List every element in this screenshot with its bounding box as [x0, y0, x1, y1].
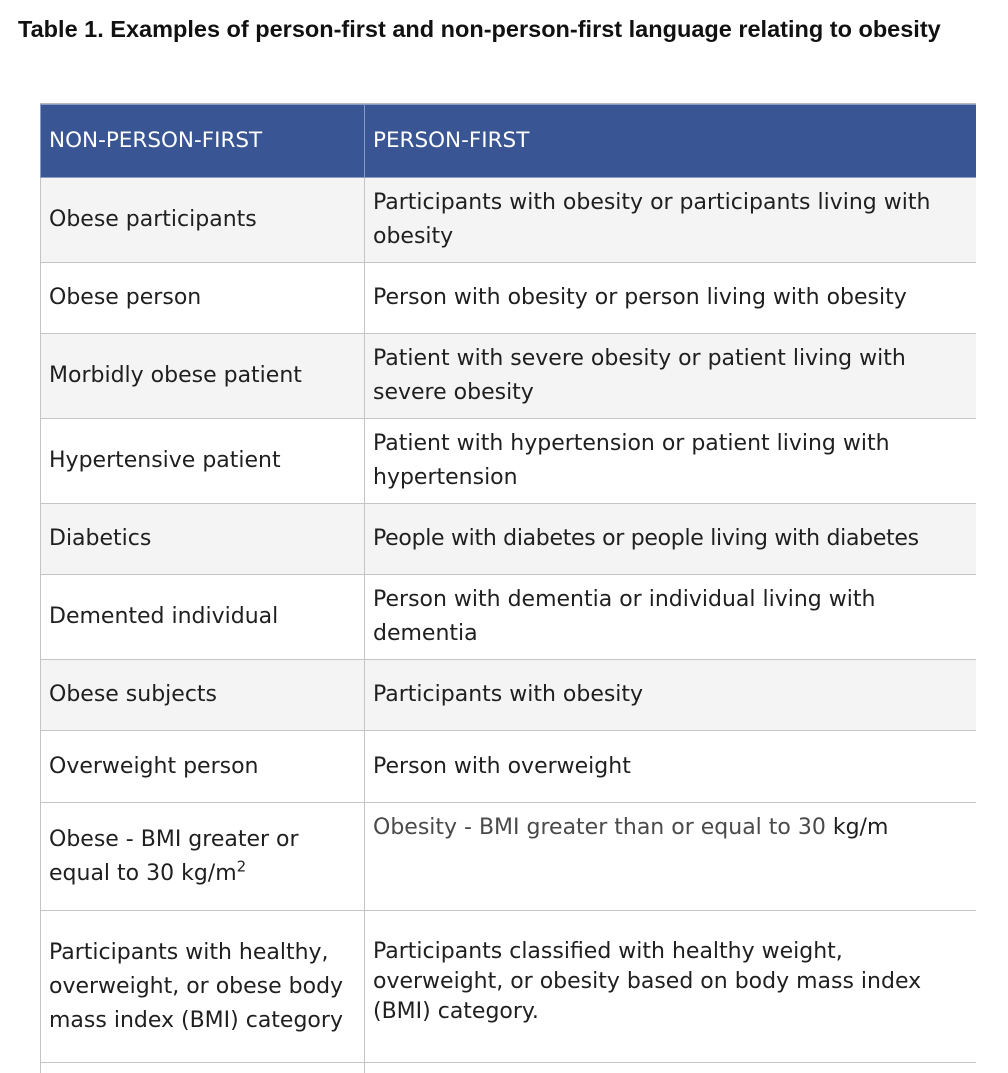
- cell-person-first: Patient with hypertension or patient living with hypertension: [365, 419, 977, 504]
- cell-non-person-first: Participants with healthy, overweight, or obese body mass index (BMI) category: [41, 911, 365, 1063]
- superscript-two: 2: [237, 857, 247, 875]
- cell-empty: [41, 1063, 365, 1073]
- cell-non-person-first: [41, 803, 365, 911]
- cell-non-person-first: Morbidly obese patient: [41, 334, 365, 419]
- table-row: [41, 504, 977, 575]
- cell-person-first: Person with overweight: [365, 731, 977, 803]
- table-row: [41, 660, 977, 731]
- header-person-first: PERSON-FIRST: [365, 105, 977, 178]
- table-row: [41, 178, 977, 263]
- cell-non-person-first: Diabetics: [41, 504, 365, 575]
- bmi-obese-text: Obese - BMI greater or equal to 30 kg/m: [49, 827, 299, 886]
- cell-empty: [365, 1063, 977, 1073]
- table-row: [41, 911, 977, 1063]
- table-header-row: [41, 105, 977, 178]
- cell-person-first: Participants with obesity or participants living with obesity: [365, 178, 977, 263]
- table-row: [41, 334, 977, 419]
- cell-person-first: People with diabetes or people living with diabetes: [365, 504, 977, 575]
- cell-non-person-first: Obese person: [41, 263, 365, 334]
- cell-person-first: Participants classified with healthy weight, overweight, or obesity based on body mass index (BMI) category.: [365, 911, 977, 1063]
- table-row: [41, 575, 977, 660]
- table-row: [41, 803, 977, 911]
- cell-non-person-first: Obese participants: [41, 178, 365, 263]
- cell-non-person-first: Overweight person: [41, 731, 365, 803]
- language-table-container: [40, 103, 976, 1073]
- cell-non-person-first: Demented individual: [41, 575, 365, 660]
- table-row: [41, 263, 977, 334]
- table-row-partial: [41, 1063, 977, 1073]
- cell-person-first: Participants with obesity: [365, 660, 977, 731]
- cell-person-first: Person with dementia or individual living with dementia: [365, 575, 977, 660]
- cell-person-first: Person with obesity or person living with obesity: [365, 263, 977, 334]
- table-caption: Table 1. Examples of person-first and non-person-first language relating to obesity: [18, 12, 948, 46]
- bmi-unit-text: kg/m: [833, 815, 889, 840]
- cell-non-person-first: Obese subjects: [41, 660, 365, 731]
- language-table: [40, 104, 976, 1073]
- cell-non-person-first: Hypertensive patient: [41, 419, 365, 504]
- cell-person-first: [365, 803, 977, 911]
- table-row: [41, 419, 977, 504]
- bmi-obesity-text: Obesity - BMI greater than or equal to 30: [373, 815, 833, 840]
- cell-person-first: Patient with severe obesity or patient living with severe obesity: [365, 334, 977, 419]
- header-non-person-first: NON-PERSON-FIRST: [41, 105, 365, 178]
- table-row: [41, 731, 977, 803]
